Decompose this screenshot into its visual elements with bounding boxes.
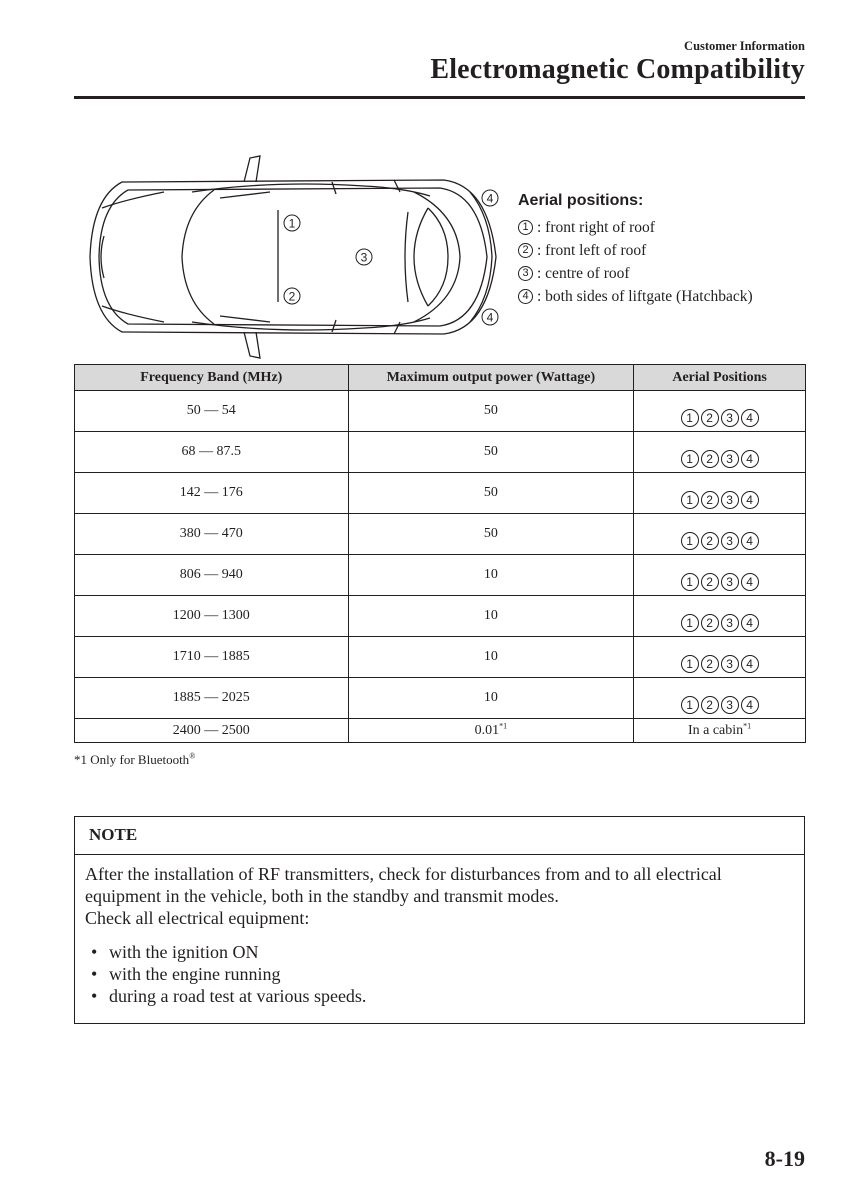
frequency-band-cell: 1200 — 1300: [75, 596, 349, 637]
note-paragraph: Check all electrical equipment:: [85, 908, 310, 928]
svg-text:4: 4: [486, 310, 494, 325]
header-max-output-power: Maximum output power (Wattage): [348, 365, 634, 391]
footnote-ref: *1: [743, 720, 752, 730]
aerial-position-group: [681, 532, 759, 554]
positions-cell: [634, 555, 806, 596]
list-item-text: with the ignition ON: [109, 942, 259, 962]
aerial-position-group: [681, 573, 759, 595]
power-cell: [348, 719, 634, 743]
section-label: Customer Information: [684, 39, 805, 53]
list-item: [85, 941, 792, 963]
aerial-position-group: [681, 696, 759, 718]
circled-number: 4: [741, 450, 759, 468]
table-row: [75, 637, 806, 678]
positions-cell: [634, 596, 806, 637]
table-header-row: [75, 365, 806, 391]
circled-number: 1: [681, 696, 699, 714]
bullet-icon: •: [91, 986, 98, 1006]
page-title: Electromagnetic Compatibility: [430, 54, 805, 85]
circled-number: 3: [721, 450, 739, 468]
svg-text:4: 4: [486, 191, 494, 206]
header-aerial-positions: Aerial Positions: [634, 365, 806, 391]
circled-number: 4: [518, 289, 533, 304]
circled-number: 4: [741, 573, 759, 591]
circled-number: 2: [701, 573, 719, 591]
aerial-callout-3: [356, 249, 372, 265]
legend-item: [518, 285, 753, 308]
circled-number: 4: [741, 491, 759, 509]
circled-number: 3: [721, 696, 739, 714]
table-row: [75, 391, 806, 432]
circled-number: 4: [741, 696, 759, 714]
circled-number: 3: [721, 655, 739, 673]
frequency-band-cell: 1885 — 2025: [75, 678, 349, 719]
legend-item: [518, 262, 753, 285]
frequency-band-cell: 380 — 470: [75, 514, 349, 555]
legend-item: [518, 239, 753, 262]
svg-text:3: 3: [360, 250, 368, 265]
frequency-band-cell: 50 — 54: [75, 391, 349, 432]
power-cell: 10: [348, 596, 634, 637]
footnote-text: *1 Only for Bluetooth: [74, 752, 190, 767]
header-frequency-band: Frequency Band (MHz): [75, 365, 349, 391]
list-item: [85, 963, 792, 985]
circled-number: 2: [701, 696, 719, 714]
circled-number: 4: [741, 532, 759, 550]
table-row: [75, 432, 806, 473]
circled-number: 3: [518, 266, 533, 281]
list-item-text: with the engine running: [109, 964, 281, 984]
circled-number: 2: [518, 243, 533, 258]
circled-number: 3: [721, 614, 739, 632]
aerial-callout-4-upper: [482, 190, 498, 206]
circled-number: 1: [681, 409, 699, 427]
power-cell: 50: [348, 473, 634, 514]
positions-cell: [634, 719, 806, 743]
power-cell: 50: [348, 391, 634, 432]
table-row: [75, 596, 806, 637]
circled-number: 1: [681, 573, 699, 591]
table-row: [75, 719, 806, 743]
circled-number: 1: [518, 220, 533, 235]
frequency-band-cell: 68 — 87.5: [75, 432, 349, 473]
legend-text: : front right of roof: [537, 218, 655, 236]
circled-number: 1: [681, 450, 699, 468]
registered-mark: ®: [189, 751, 196, 761]
note-list: [85, 941, 792, 1007]
svg-text:2: 2: [288, 289, 296, 304]
circled-number: 1: [681, 491, 699, 509]
aerial-callout-2: [284, 288, 300, 304]
frequency-band-cell: 2400 — 2500: [75, 719, 349, 743]
aerial-position-group: [681, 614, 759, 636]
page-number: 8-19: [764, 1146, 805, 1171]
circled-number: 1: [681, 655, 699, 673]
legend-text: : front left of roof: [537, 241, 647, 259]
power-cell: 50: [348, 432, 634, 473]
circled-number: 2: [701, 450, 719, 468]
positions-cell: [634, 432, 806, 473]
frequency-band-cell: 142 — 176: [75, 473, 349, 514]
circled-number: 3: [721, 409, 739, 427]
circled-number: 3: [721, 532, 739, 550]
frequency-table: [74, 364, 806, 743]
aerial-callout-1: [284, 215, 300, 231]
power-cell: 50: [348, 514, 634, 555]
circled-number: 2: [701, 409, 719, 427]
note-body: [75, 855, 804, 1007]
positions-cell: [634, 391, 806, 432]
frequency-band-cell: 1710 — 1885: [75, 637, 349, 678]
legend-item: [518, 216, 753, 239]
positions-cell: [634, 514, 806, 555]
power-cell: 10: [348, 555, 634, 596]
aerial-position-group: [681, 409, 759, 431]
aerial-callout-4-lower: [482, 309, 498, 325]
aerial-position-group: [681, 450, 759, 472]
circled-number: 3: [721, 573, 739, 591]
note-box: [74, 816, 805, 1024]
circled-number: 2: [701, 532, 719, 550]
footnote-ref: *1: [499, 720, 508, 730]
aerial-position-group: [681, 491, 759, 513]
table-row: [75, 678, 806, 719]
aerial-position-group: [681, 655, 759, 677]
list-item-text: during a road test at various speeds.: [109, 986, 367, 1006]
bullet-icon: •: [91, 964, 98, 984]
circled-number: 3: [721, 491, 739, 509]
circled-number: 4: [741, 409, 759, 427]
table-row: [75, 555, 806, 596]
circled-number: 2: [701, 614, 719, 632]
note-heading: NOTE: [75, 817, 804, 855]
legend-text: : both sides of liftgate (Hatchback): [537, 287, 753, 305]
circled-number: 2: [701, 655, 719, 673]
circled-number: 4: [741, 655, 759, 673]
positions-cell: [634, 637, 806, 678]
power-cell: 10: [348, 678, 634, 719]
svg-text:1: 1: [288, 216, 296, 231]
note-paragraph: After the installation of RF transmitters, check for disturbances from and to all electrical equipment in the vehicle, both in the standby and transmit modes.: [85, 864, 722, 906]
bullet-icon: •: [91, 942, 98, 962]
header-rule: [74, 96, 805, 99]
car-top-view-diagram: [84, 152, 508, 362]
list-item: [85, 985, 792, 1007]
frequency-band-cell: 806 — 940: [75, 555, 349, 596]
aerial-legend: [518, 192, 753, 308]
table-row: [75, 514, 806, 555]
power-cell: 10: [348, 637, 634, 678]
circled-number: 4: [741, 614, 759, 632]
positions-text: In a cabin: [687, 722, 744, 738]
legend-title: Aerial positions:: [518, 192, 644, 209]
circled-number: 1: [681, 614, 699, 632]
power-value: 0.01: [474, 722, 500, 738]
positions-cell: [634, 678, 806, 719]
footnote: [74, 752, 195, 768]
positions-cell: [634, 473, 806, 514]
table-row: [75, 473, 806, 514]
circled-number: 1: [681, 532, 699, 550]
circled-number: 2: [701, 491, 719, 509]
legend-text: : centre of roof: [537, 264, 630, 282]
